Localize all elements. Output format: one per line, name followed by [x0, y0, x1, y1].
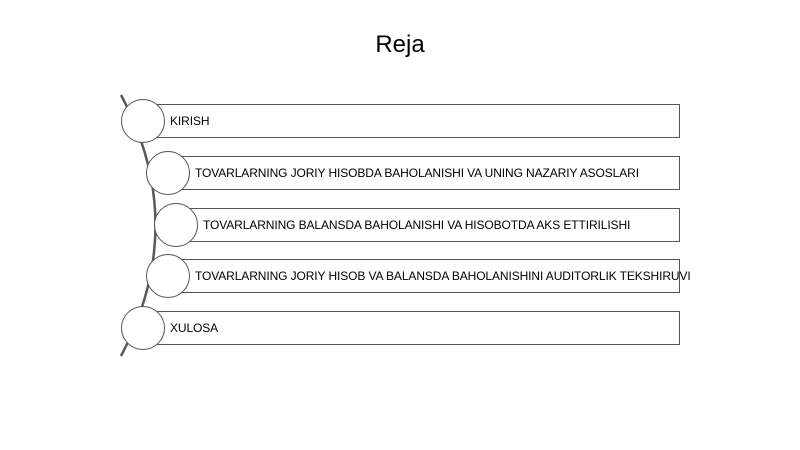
item-label: TOVARLARNING BALANSDA BAHOLANISHI VA HISOBOTDA AKS ETTIRILISHI [203, 218, 631, 232]
list-item [168, 156, 680, 190]
item-label: TOVARLARNING JORIY HISOBDA BAHOLANISHI VA UNING NAZARIY ASOSLARI [195, 166, 639, 180]
list-item [143, 311, 680, 345]
slide-title: Reja [375, 31, 425, 58]
item-label: KIRISH [170, 114, 210, 128]
list-item [168, 259, 691, 293]
list-item [143, 104, 680, 138]
bullet-circle [146, 151, 190, 195]
item-label: XULOSA [170, 321, 219, 335]
list-item [176, 208, 680, 242]
item-label: TOVARLARNING JORIY HISOB VA BALANSDA BAHOLANISHINI AUDITORLIK TEKSHIRUVI [195, 269, 691, 283]
bullet-circle [121, 99, 165, 143]
bullet-circle [146, 254, 190, 298]
bullet-circle [154, 203, 198, 247]
bullet-circle [121, 306, 165, 350]
